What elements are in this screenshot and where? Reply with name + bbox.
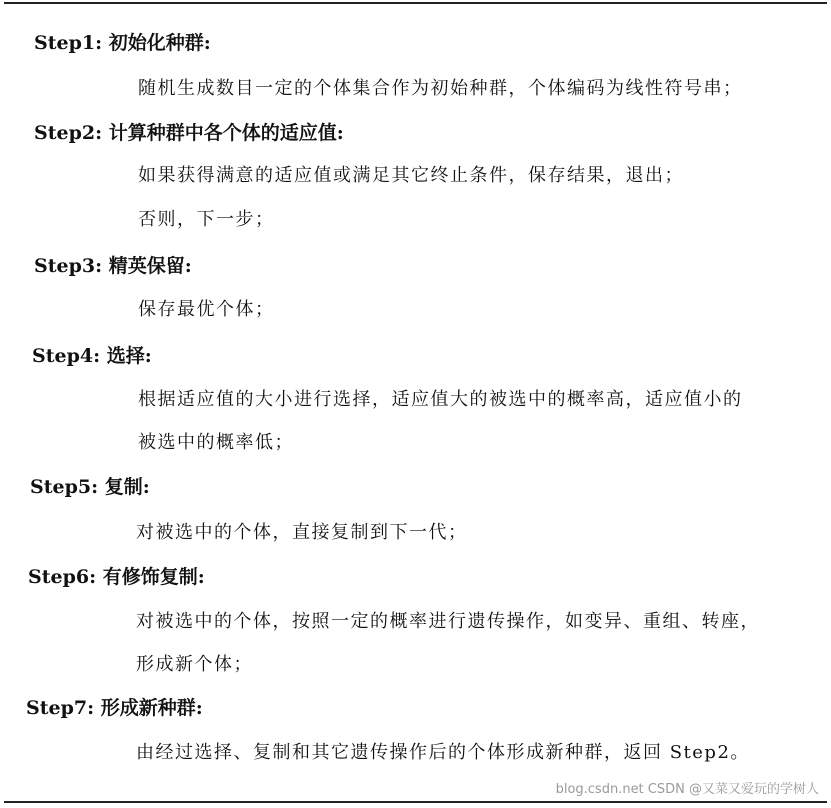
step4-title: Step4: 选择: — [32, 345, 152, 367]
top-rule — [4, 2, 827, 4]
watermark: blog.csdn.net CSDN @又菜又爱玩的学树人 — [555, 782, 819, 797]
step6-line-2: 形成新个体； — [136, 654, 253, 675]
step6-title: Step6: 有修饰复制: — [28, 566, 205, 588]
step6-line-1: 对被选中的个体，按照一定的概率进行遗传操作，如变异、重组、转座， — [136, 611, 760, 632]
step5-title: Step5: 复制: — [30, 476, 150, 498]
step7-line-1: 由经过选择、复制和其它遗传操作后的个体形成新种群，返回 Step2。 — [136, 742, 750, 763]
bottom-rule — [4, 801, 827, 803]
step1-line-1: 随机生成数目一定的个体集合作为初始种群，个体编码为线性符号串； — [138, 78, 743, 99]
step2-line-1: 如果获得满意的适应值或满足其它终止条件，保存结果，退出； — [138, 165, 684, 186]
step4-line-2: 被选中的概率低； — [138, 432, 294, 453]
step3-line-1: 保存最优个体； — [138, 299, 275, 320]
step2-title: Step2: 计算种群中各个体的适应值: — [34, 122, 344, 144]
step1-title: Step1: 初始化种群: — [34, 32, 211, 54]
step4-line-1: 根据适应值的大小进行选择，适应值大的被选中的概率高，适应值小的 — [138, 389, 743, 410]
step2-line-2: 否则，下一步； — [138, 209, 275, 230]
step3-title: Step3: 精英保留: — [34, 255, 192, 277]
step7-title: Step7: 形成新种群: — [26, 697, 203, 719]
step5-line-1: 对被选中的个体，直接复制到下一代； — [136, 522, 468, 543]
